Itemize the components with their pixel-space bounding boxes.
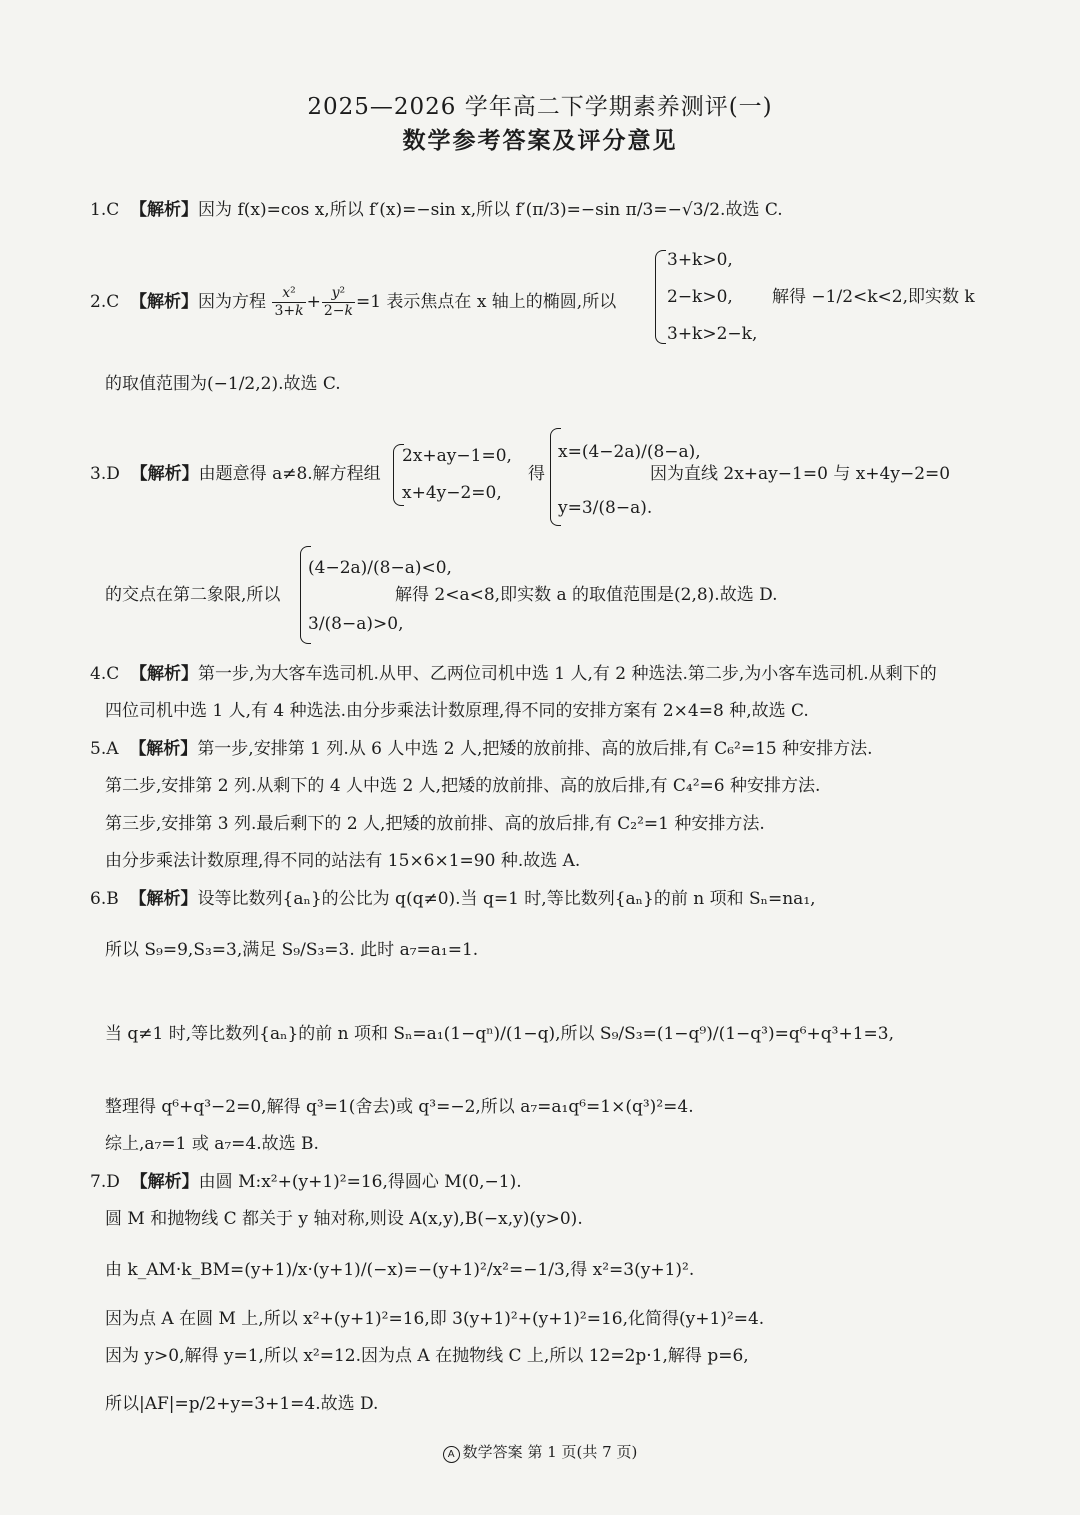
q3-eq-2: x+4y−2=0, [402, 483, 502, 503]
page-footer [0, 1441, 1080, 1463]
q5-line-1 [90, 737, 873, 761]
q2-analysis-tag: 【解析】 [130, 292, 199, 312]
q2-brace [655, 250, 666, 344]
q6-text-1: 设等比数列{aₙ}的公比为 q(q≠0).当 q=1 时,等比数列{aₙ}的前 n 项和 Sₙ=na₁, [197, 889, 816, 909]
q3-text-d: 解得 2<a<8,即实数 a 的取值范围是(2,8).故选 D. [395, 585, 778, 605]
q1-answer: 1.C [90, 200, 120, 220]
q4-text-2: 四位司机中选 1 人,有 4 种选法.由分步乘法计数原理,得不同的安排方案有 2×4=8 种,故选 C. [105, 701, 809, 721]
q7-text-3: 由 k_AM·k_BM=(y+1)/x·(y+1)/(−x)=−(y+1)²/x²=−1/3,得 x²=3(y+1)². [105, 1260, 695, 1280]
q6-answer: 6.B [90, 889, 119, 909]
q1-line [90, 198, 783, 222]
q2-answer: 2.C [90, 292, 120, 312]
q6-text-5: 综上,a₇=1 或 a₇=4.故选 B. [105, 1134, 319, 1154]
page-number: 数学答案 第 1 页(共 7 页) [462, 1443, 638, 1461]
q4-analysis-tag: 【解析】 [130, 664, 199, 684]
q3-text-c: 的交点在第二象限,所以 [105, 585, 281, 605]
q3-eq-1: 2x+ay−1=0, [402, 446, 512, 466]
q3-text-b: 因为直线 2x+ay−1=0 与 x+4y−2=0 [650, 464, 951, 484]
q3-answer: 3.D [90, 464, 120, 484]
q3-text-a: 由题意得 a≠8.解方程组 [198, 464, 381, 484]
q3-ineq-2: 3/(8−a)>0, [308, 614, 404, 634]
q7-text-5: 因为 y>0,解得 y=1,所以 x²=12.因为点 A 在抛物线 C 上,所以 12=2p·1,解得 p=6, [105, 1346, 749, 1366]
q6-analysis-tag: 【解析】 [129, 889, 198, 909]
q3-analysis-tag: 【解析】 [130, 464, 199, 484]
q7-text-4: 因为点 A 在圆 M 上,所以 x²+(y+1)²=16,即 3(y+1)²+(y+1)²=16,化简得(y+1)²=4. [105, 1309, 765, 1329]
q5-analysis-tag: 【解析】 [129, 739, 198, 759]
q1-text: 因为 f(x)=cos x,所以 f′(x)=−sin x,所以 f′(π/3)=−sin π/3=−√3/2.故选 C. [198, 200, 783, 220]
q3-text-g: 得 [528, 464, 545, 484]
q2-cond-1: 3+k>0, [667, 250, 733, 270]
paper-version-mark: A [443, 1446, 460, 1463]
q4-line-1 [90, 662, 937, 686]
q3-line [90, 462, 381, 486]
q5-text-4: 由分步乘法计数原理,得不同的站法有 15×6×1=90 种.故选 A. [105, 851, 581, 871]
q3-sol-x: x=(4−2a)/(8−a), [558, 442, 701, 462]
q2-fraction-y: $\frac{\text{y²}}{2-k}$ [323, 285, 353, 319]
q2-fraction-x: $\frac{\text{x²}}{3+k}$ [274, 285, 304, 319]
q3-ineq-1: (4−2a)/(8−a)<0, [308, 558, 452, 578]
q2-text-b: =1 表示焦点在 x 轴上的椭圆,所以 [355, 292, 617, 312]
q6-line-1 [90, 887, 816, 911]
exam-title: 2025—2026 学年高二下学期素养测评(一) [307, 94, 773, 120]
q2-text-d: 解得 −1/2<k<2,即实数 k [772, 287, 975, 307]
q2-cond-2: 2−k>0, [667, 287, 733, 307]
q2-line: 2.C 【解析】因为方程 $\frac{\text{x²}}{3+k}$ + $\frac{\text{y²}}{2-k}$ =1 表示焦点在 x 轴上的椭圆,所以 [90, 285, 617, 319]
q1-analysis-tag: 【解析】 [130, 200, 199, 220]
q6-text-2: 所以 S₉=9,S₃=3,满足 S₉/S₃=3. 此时 a₇=a₁=1. [105, 940, 479, 960]
answer-key-title: 数学参考答案及评分意见 [402, 128, 678, 154]
q5-text-3: 第三步,安排第 3 列.最后剩下的 2 人,把矮的放前排、高的放后排,有 C₂²=1 种安排方法. [105, 814, 765, 834]
q7-line-1 [90, 1170, 522, 1194]
q4-text-1: 第一步,为大客车选司机.从甲、乙两位司机中选 1 人,有 2 种选法.第二步,为小客车选司机.从剩下的 [198, 664, 937, 684]
q2-text-e: 的取值范围为(−1/2,2).故选 C. [105, 374, 341, 394]
q4-answer: 4.C [90, 664, 120, 684]
q3-sol-y: y=3/(8−a). [558, 498, 653, 518]
q7-text-1: 由圆 M:x²+(y+1)²=16,得圆心 M(0,−1). [198, 1172, 522, 1192]
q7-analysis-tag: 【解析】 [130, 1172, 199, 1192]
q2-cond-3: 3+k>2−k, [667, 324, 758, 344]
q7-text-6: 所以|AF|=p/2+y=3+1=4.故选 D. [105, 1394, 379, 1414]
q5-text-2: 第二步,安排第 2 列.从剩下的 4 人中选 2 人,把矮的放前排、高的放后排,有 C₄²=6 种安排方法. [105, 776, 821, 796]
q6-text-3: 当 q≠1 时,等比数列{aₙ}的前 n 项和 Sₙ=a₁(1−qⁿ)/(1−q),所以 S₉/S₃=(1−q⁹)/(1−q³)=q⁶+q³+1=3, [105, 1024, 895, 1044]
q5-answer: 5.A [90, 739, 119, 759]
q6-text-4: 整理得 q⁶+q³−2=0,解得 q³=1(舍去)或 q³=−2,所以 a₇=a₁q⁶=1×(q³)²=4. [105, 1097, 694, 1117]
q7-answer: 7.D [90, 1172, 120, 1192]
q7-text-2: 圆 M 和抛物线 C 都关于 y 轴对称,则设 A(x,y),B(−x,y)(y>0). [105, 1209, 583, 1229]
q2-text-a: 因为方程 [198, 292, 267, 312]
q5-text-1: 第一步,安排第 1 列.从 6 人中选 2 人,把矮的放前排、高的放后排,有 C₆²=15 种安排方法. [197, 739, 873, 759]
